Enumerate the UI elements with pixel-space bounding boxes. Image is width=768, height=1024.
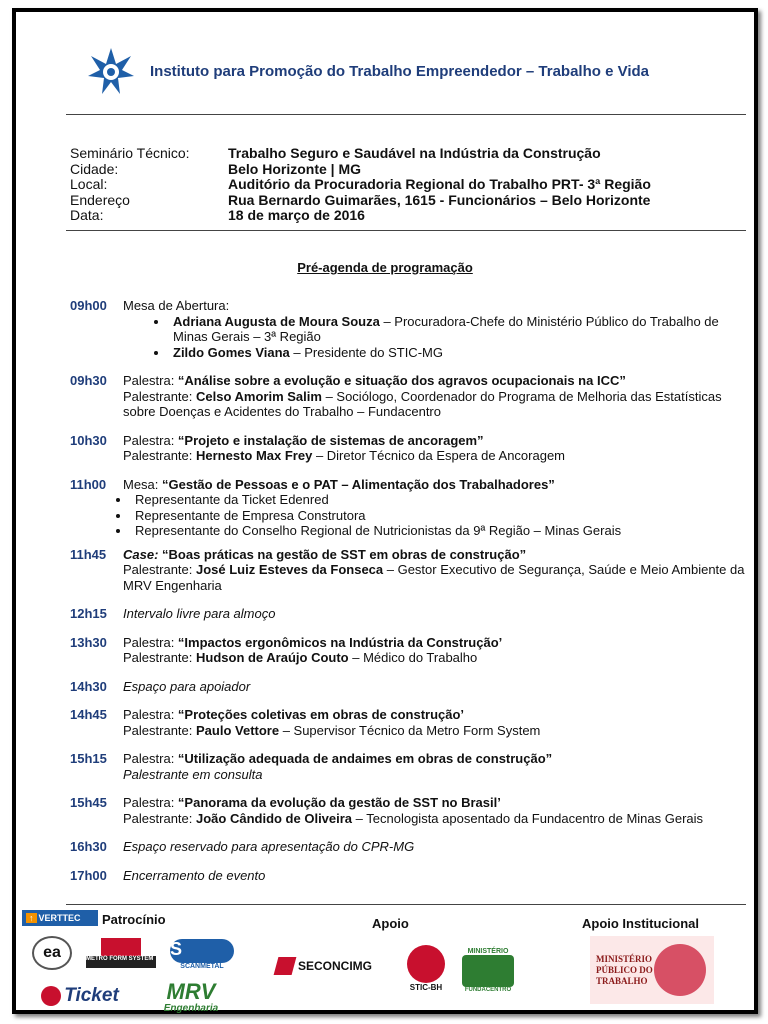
info-value: Belo Horizonte | MG xyxy=(228,160,362,177)
sponsors-heading: Patrocínio xyxy=(102,912,166,927)
institutional-support-heading: Apoio Institucional xyxy=(582,916,699,931)
speaker-name: José Luiz Esteves da Fonseca xyxy=(196,562,384,577)
info-row xyxy=(70,193,651,209)
speaker-name: Paulo Vettore xyxy=(196,722,280,738)
agenda-title: Pré-agenda de programação xyxy=(297,260,473,275)
agenda-item: 15h15 Palestra: “Utilização adequada de andaimes em obras de construção” Palestrante em consulta xyxy=(70,751,553,782)
agenda-time: 11h00 xyxy=(70,476,107,492)
list-item: • Adriana Augusta de Moura Souza – Procuradora-Chefe do Ministério Público do Trabalho de Minas Gerais – 3ª Região xyxy=(169,314,750,345)
representative-list xyxy=(111,492,750,539)
info-label: Cidade: xyxy=(70,160,119,177)
list-item: • Zildo Gomes Viana – Presidente do STIC-MG xyxy=(169,345,750,361)
agenda-title-text: Espaço para apoiador xyxy=(123,678,251,694)
agenda-item: 11h00 Mesa: “Gestão de Pessoas e o PAT – Alimentação dos Trabalhadores” • Representante da Ticket Edenred • Representante de Empresa Construtora • Representante do Conselho Regional de Nutricionistas da 9ª Região – Minas Gerais xyxy=(70,477,750,539)
speaker-name: Celso Amorim Salim xyxy=(196,388,322,404)
metroform-logo: METRO FORM SYSTEM xyxy=(86,934,156,972)
agenda-title-text: Espaço reservado para apresentação do CPR-MG xyxy=(123,839,415,854)
agenda-time: 14h30 xyxy=(70,678,107,694)
agenda-time: 16h30 xyxy=(70,839,107,854)
document-frame xyxy=(12,8,758,1014)
speaker-name: Hudson de Araújo Couto xyxy=(196,650,349,665)
mrv-logo: MRV Engenharia xyxy=(163,978,219,1014)
ministerio-trabalho-logo: MINISTÉRIO FUNDACENTRO xyxy=(458,942,518,998)
talk-title: “Panorama da evolução da gestão de SST no Brasil’ xyxy=(177,795,501,810)
header xyxy=(86,46,649,96)
divider xyxy=(66,114,746,115)
agenda xyxy=(70,298,750,883)
agenda-item xyxy=(70,679,750,695)
info-value: Rua Bernardo Guimarães, 1615 - Funcionários – Belo Horizonte xyxy=(228,191,651,208)
agenda-item xyxy=(70,298,750,360)
list-item: • Representante da Ticket Edenred xyxy=(131,492,750,508)
info-value: Trabalho Seguro e Saudável na Indústria da Construção xyxy=(228,145,601,161)
info-row xyxy=(70,208,651,224)
info-value: 18 de março de 2016 xyxy=(228,207,365,223)
talk-title: “Utilização adequada de andaimes em obras de construção” xyxy=(177,751,553,766)
ea-logo: ea xyxy=(32,936,72,970)
vertec-logo: ↑ VERTTEC xyxy=(22,910,98,926)
ticket-logo: Ticket xyxy=(28,982,132,1010)
talk-title: “Boas práticas na gestão de SST em obras de construção” xyxy=(162,546,527,562)
agenda-time: 09h30 xyxy=(70,373,107,388)
agenda-time: 14h45 xyxy=(70,707,107,722)
speaker-name: João Cândido de Oliveira xyxy=(196,810,353,826)
list-item: • Representante do Conselho Regional de Nutricionistas da 9ª Região – Minas Gerais xyxy=(131,523,750,539)
agenda-title-text: Mesa de Abertura: xyxy=(123,298,230,313)
support-heading: Apoio xyxy=(372,916,409,931)
agenda-item: 10h30 Palestra: “Projeto e instalação de sistemas de ancoragem” Palestrante: Hernesto Max Frey – Diretor Técnico da Espera de Ancoragem xyxy=(70,432,566,463)
agenda-item: 09h30 Palestra: “Análise sobre a evolução e situação dos agravos ocupacionais na ICC” Palestrante: Celso Amorim Salim – Sociólogo, Coordenador do Programa de Melhoria das Estatísticas sobre Doenças e Acidentes do Trabalho – Fundacentro xyxy=(70,373,722,419)
info-label: Data: xyxy=(70,207,104,223)
agenda-time: 17h00 xyxy=(70,867,107,883)
agenda-time: 11h45 xyxy=(70,546,107,562)
seconci-logo: SECONCIMG xyxy=(274,952,374,980)
talk-title: “Gestão de Pessoas e o PAT – Alimentação dos Trabalhadores” xyxy=(162,476,555,492)
info-value: Auditório da Procuradoria Regional do Trabalho PRT- 3ª Região xyxy=(228,176,651,192)
agenda-item: 13h30 Palestra: “Impactos ergonômicos na Indústria da Construção’ Palestrante: Hudson de Araújo Couto – Médico do Trabalho xyxy=(70,634,503,665)
agenda-time: 12h15 xyxy=(70,606,107,621)
star-compass-icon xyxy=(86,46,136,96)
info-row xyxy=(70,162,651,178)
scanmetal-logo: S SCANMETAL xyxy=(166,936,238,972)
info-row xyxy=(70,177,651,193)
agenda-item xyxy=(70,839,750,855)
agenda-time: 15h45 xyxy=(70,795,107,810)
stic-bh-logo: STIC-BH xyxy=(402,942,450,994)
agenda-time: 15h15 xyxy=(70,751,107,766)
info-label: Local: xyxy=(70,176,108,192)
agenda-item: 11h45 Case: “Boas práticas na gestão de SST em obras de construção” Palestrante: José Luiz Esteves da Fonseca – Gestor Executivo de Segurança, Saúde e Meio Ambiente da MRV Engenharia xyxy=(70,546,745,593)
speaker-note: Palestrante em consulta xyxy=(123,766,263,782)
agenda-time: 10h30 xyxy=(70,432,107,448)
agenda-item: 14h45 Palestra: “Proteções coletivas em obras de construção’ Palestrante: Paulo Vettore – Supervisor Técnico da Metro Form System xyxy=(70,707,541,738)
agenda-time: 13h30 xyxy=(70,634,107,650)
info-label: Seminário Técnico: xyxy=(70,145,190,161)
divider xyxy=(66,904,746,905)
speaker-list xyxy=(169,314,750,361)
agenda-time: 09h00 xyxy=(70,298,107,313)
agenda-title-text: Encerramento de evento xyxy=(123,867,266,883)
institute-title: Instituto para Promoção do Trabalho Empreendedor – Trabalho e Vida xyxy=(150,62,649,80)
speaker-name: Hernesto Max Frey xyxy=(196,448,313,463)
agenda-title-text: Intervalo livre para almoço xyxy=(123,606,276,621)
talk-title: “Impactos ergonômicos na Indústria da Construção’ xyxy=(177,634,503,650)
talk-title: “Proteções coletivas em obras de construção’ xyxy=(177,707,465,722)
mpt-logo: MINISTÉRIO PÚBLICO DO TRABALHO xyxy=(590,936,714,1004)
talk-title: “Análise sobre a evolução e situação dos agravos ocupacionais na ICC” xyxy=(177,373,626,388)
seminar-info xyxy=(70,146,651,224)
agenda-item: 15h45 Palestra: “Panorama da evolução da gestão de SST no Brasil’ Palestrante: João Cândido de Oliveira – Tecnologista aposentado da Fundacentro de Minas Gerais xyxy=(70,795,704,826)
agenda-item xyxy=(70,868,750,884)
info-label: Endereço xyxy=(70,191,130,208)
divider xyxy=(66,230,746,231)
talk-title: “Projeto e instalação de sistemas de ancoragem” xyxy=(177,432,484,448)
agenda-item xyxy=(70,606,750,622)
list-item: • Representante de Empresa Construtora xyxy=(131,508,750,524)
info-row xyxy=(70,146,651,162)
